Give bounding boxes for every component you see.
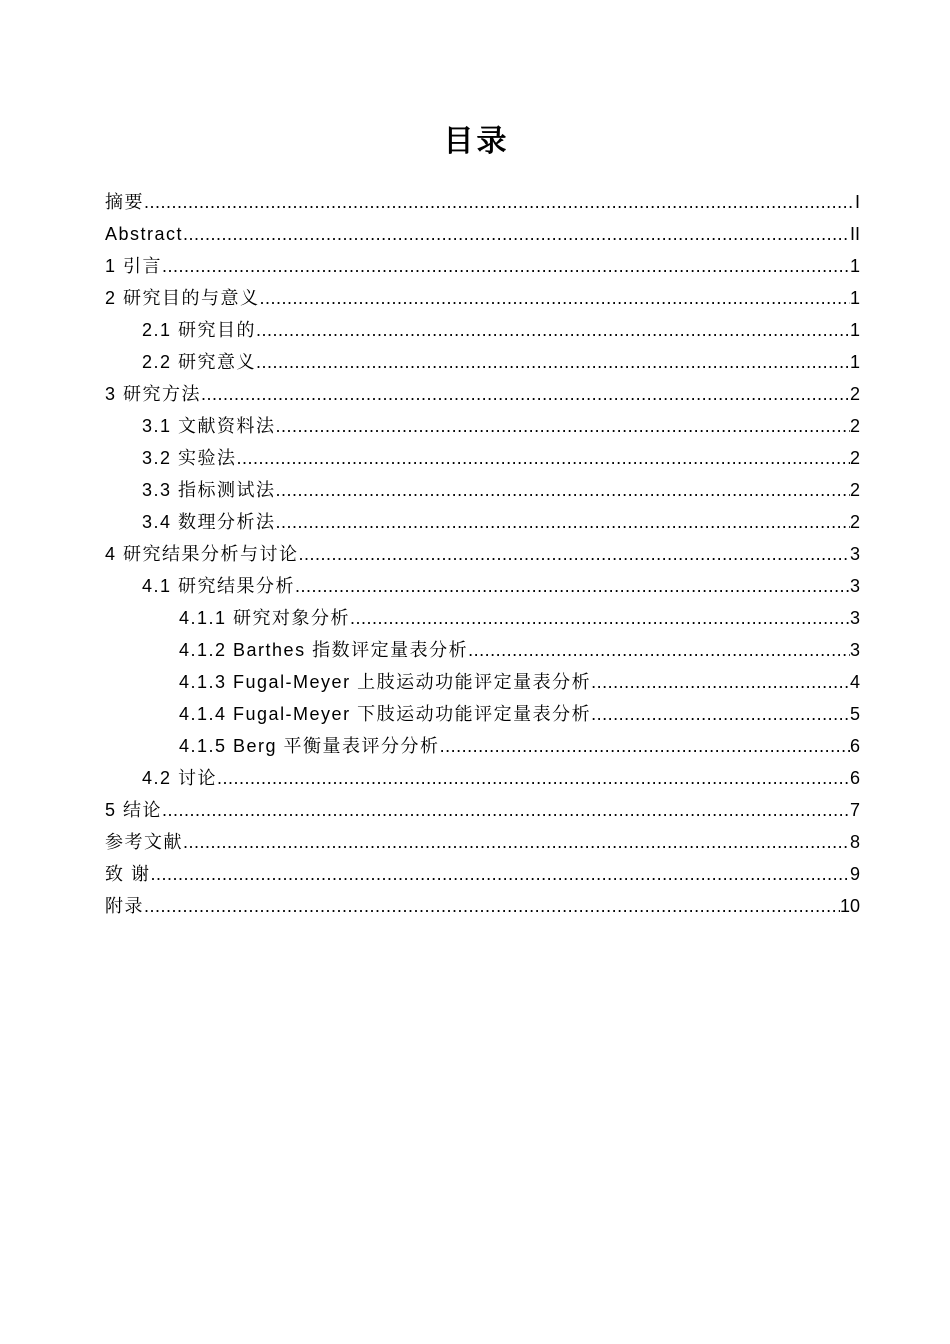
dotted-leader xyxy=(162,250,850,282)
toc-entry-label: 3.4 数理分析法 xyxy=(142,512,276,532)
toc-entry[interactable] xyxy=(105,378,860,410)
dotted-leader xyxy=(151,858,850,890)
dotted-leader xyxy=(162,794,850,826)
toc-entry-page-number: 6 xyxy=(849,768,860,788)
dotted-leader xyxy=(256,346,850,378)
toc-entry[interactable] xyxy=(105,410,860,442)
toc-entry-label: 参考文献 xyxy=(105,832,183,852)
toc-entry[interactable] xyxy=(105,282,860,314)
toc-entry-label: 1 引言 xyxy=(105,256,163,276)
toc-entry[interactable] xyxy=(105,890,860,922)
toc-entry-page-number: 4 xyxy=(849,672,860,692)
dotted-leader xyxy=(276,506,850,538)
dotted-leader xyxy=(350,602,850,634)
toc-entry-label: 3 研究方法 xyxy=(105,384,202,404)
toc-entry-label: 附录 xyxy=(105,896,144,916)
dotted-leader xyxy=(183,218,850,250)
toc-entry[interactable] xyxy=(105,250,860,282)
toc-entry-page-number: 3 xyxy=(849,608,860,628)
toc-list xyxy=(0,186,950,922)
toc-entry[interactable] xyxy=(105,538,860,570)
dotted-leader xyxy=(260,282,850,314)
toc-entry-label: 4.1.2 Barthes 指数评定量表分析 xyxy=(179,640,469,660)
toc-entry-label: 2.1 研究目的 xyxy=(142,320,257,340)
toc-entry[interactable] xyxy=(105,826,860,858)
toc-entry-label: Abstract xyxy=(105,224,184,244)
toc-entry-label: 4.1 研究结果分析 xyxy=(142,576,296,596)
toc-entry-page-number: 2 xyxy=(849,448,860,468)
toc-entry-page-number: 2 xyxy=(849,512,860,532)
toc-entry[interactable] xyxy=(105,698,860,730)
toc-entry-label: 3.1 文献资料法 xyxy=(142,416,276,436)
toc-entry-label: 2.2 研究意义 xyxy=(142,352,257,372)
toc-entry-label: 4.1.3 Fugal-Meyer 上肢运动功能评定量表分析 xyxy=(179,672,592,692)
dotted-leader xyxy=(237,442,850,474)
dotted-leader xyxy=(201,378,850,410)
toc-entry[interactable] xyxy=(105,186,860,218)
toc-entry[interactable] xyxy=(105,666,860,698)
dotted-leader xyxy=(256,314,850,346)
toc-entry-page-number: I xyxy=(854,192,860,212)
toc-entry-page-number: 1 xyxy=(849,288,860,308)
toc-entry-page-number: 2 xyxy=(849,416,860,436)
toc-entry-page-number: II xyxy=(849,224,860,244)
toc-entry-label: 5 结论 xyxy=(105,800,163,820)
toc-entry-page-number: 3 xyxy=(849,640,860,660)
toc-entry-label: 致 谢 xyxy=(105,864,151,884)
dotted-leader xyxy=(183,826,850,858)
dotted-leader xyxy=(144,186,855,218)
toc-entry[interactable] xyxy=(105,858,860,890)
toc-entry[interactable] xyxy=(105,794,860,826)
toc-entry[interactable] xyxy=(105,442,860,474)
dotted-leader xyxy=(144,890,840,922)
toc-entry-page-number: 5 xyxy=(849,704,860,724)
toc-entry-label: 摘要 xyxy=(105,192,144,212)
toc-entry[interactable] xyxy=(105,474,860,506)
toc-entry-page-number: 7 xyxy=(849,800,860,820)
toc-entry-page-number: 8 xyxy=(849,832,860,852)
toc-entry[interactable] xyxy=(105,634,860,666)
dotted-leader xyxy=(468,634,850,666)
toc-entry-page-number: 1 xyxy=(849,320,860,340)
dotted-leader xyxy=(276,474,850,506)
toc-entry[interactable] xyxy=(105,602,860,634)
toc-entry-page-number: 9 xyxy=(849,864,860,884)
toc-entry-label: 4.1.4 Fugal-Meyer 下肢运动功能评定量表分析 xyxy=(179,704,592,724)
toc-entry-page-number: 6 xyxy=(849,736,860,756)
toc-entry-label: 2 研究目的与意义 xyxy=(105,288,260,308)
toc-entry[interactable] xyxy=(105,218,860,250)
toc-entry-page-number: 1 xyxy=(849,256,860,276)
toc-entry[interactable] xyxy=(105,506,860,538)
toc-entry[interactable] xyxy=(105,762,860,794)
toc-entry[interactable] xyxy=(105,730,860,762)
toc-entry-page-number: 2 xyxy=(849,384,860,404)
page-title: 目录 xyxy=(443,125,510,158)
dotted-leader xyxy=(440,730,850,762)
toc-entry-label: 4.1.1 研究对象分析 xyxy=(179,608,351,628)
toc-entry-page-number: 10 xyxy=(839,896,860,916)
toc-entry-page-number: 1 xyxy=(849,352,860,372)
toc-entry-page-number: 3 xyxy=(849,576,860,596)
toc-entry[interactable] xyxy=(105,346,860,378)
toc-entry-label: 3.2 实验法 xyxy=(142,448,237,468)
dotted-leader xyxy=(295,570,850,602)
toc-entry-label: 4 研究结果分析与讨论 xyxy=(105,544,299,564)
toc-entry-page-number: 3 xyxy=(849,544,860,564)
dotted-leader xyxy=(591,666,850,698)
toc-entry-page-number: 2 xyxy=(849,480,860,500)
toc-entry-label: 4.1.5 Berg 平衡量表评分分析 xyxy=(179,736,440,756)
toc-entry-label: 3.3 指标测试法 xyxy=(142,480,276,500)
toc-entry[interactable] xyxy=(105,314,860,346)
dotted-leader xyxy=(299,538,850,570)
dotted-leader xyxy=(276,410,850,442)
dotted-leader xyxy=(217,762,850,794)
toc-entry[interactable] xyxy=(105,570,860,602)
dotted-leader xyxy=(591,698,850,730)
toc-entry-label: 4.2 讨论 xyxy=(142,768,218,788)
